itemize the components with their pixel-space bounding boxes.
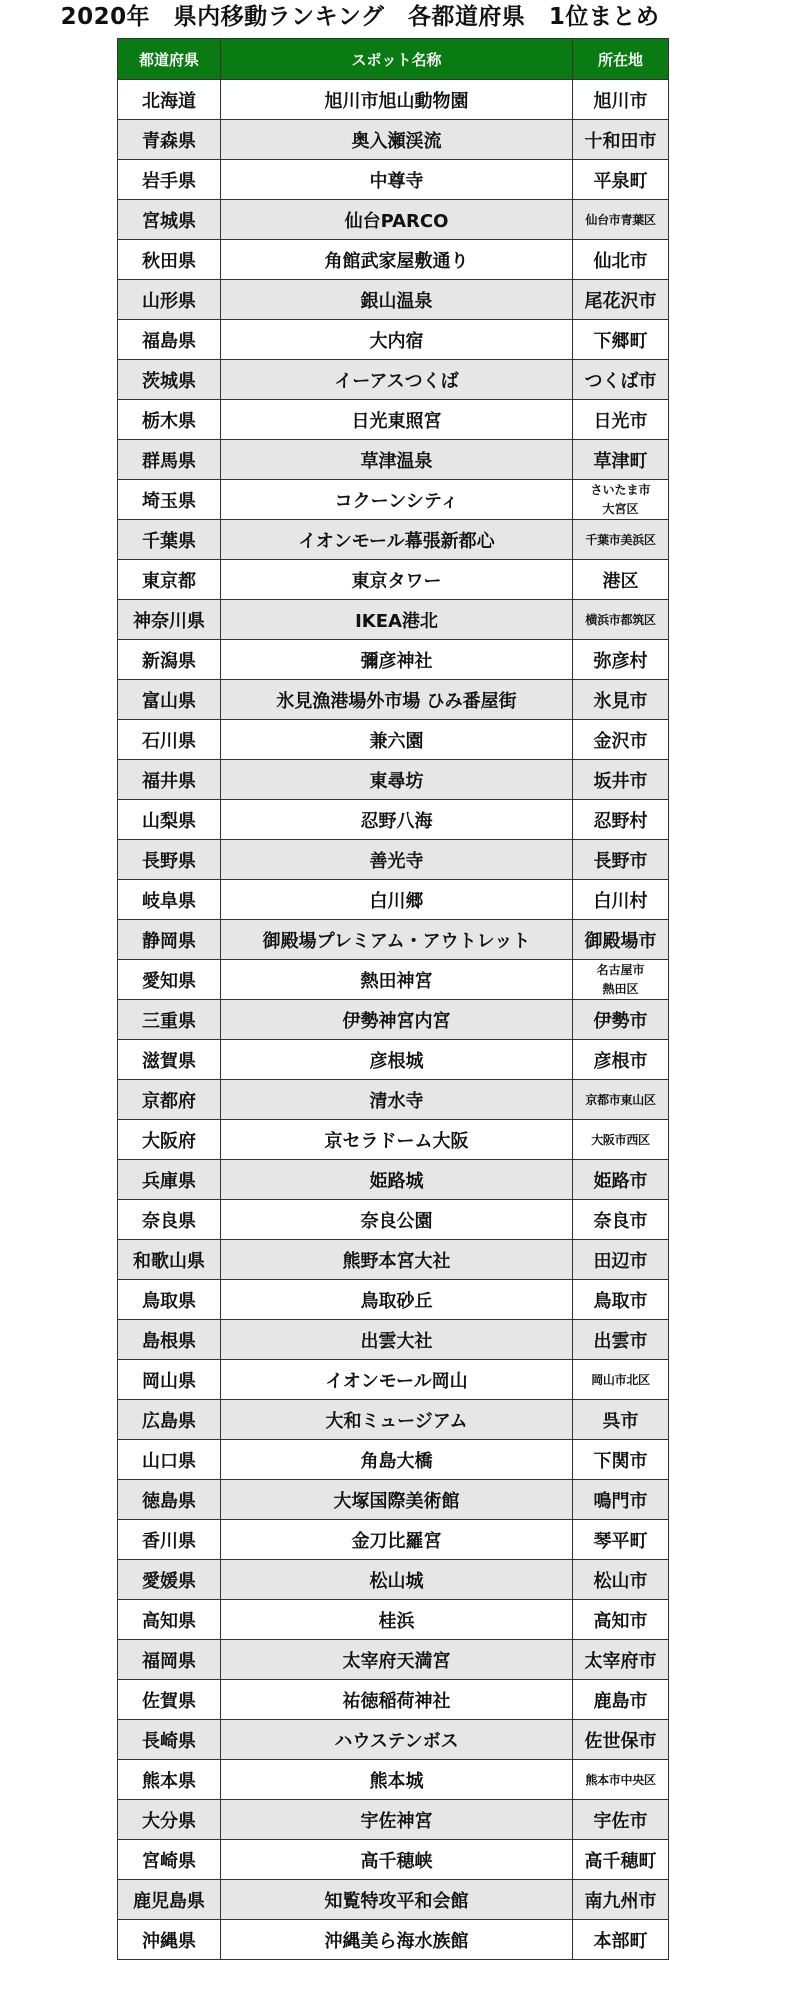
prefecture-cell: 宮崎県 [118, 1840, 221, 1880]
location-cell: 本部町 [573, 1920, 669, 1960]
spot-name-cell: 出雲大社 [221, 1320, 573, 1360]
spot-name-cell: 御殿場プレミアム・アウトレット [221, 920, 573, 960]
table-row [118, 1080, 669, 1120]
table-row [118, 1640, 669, 1680]
location-cell: 白川村 [573, 880, 669, 920]
header-location: 所在地 [573, 39, 669, 80]
table-row [118, 1000, 669, 1040]
prefecture-cell: 滋賀県 [118, 1040, 221, 1080]
table-row [118, 1560, 669, 1600]
table-row [118, 80, 669, 120]
spot-name-cell: ハウステンボス [221, 1720, 573, 1760]
spot-name-cell: 大塚国際美術館 [221, 1480, 573, 1520]
prefecture-cell: 大阪府 [118, 1120, 221, 1160]
table-header-row [118, 39, 669, 80]
prefecture-cell: 岐阜県 [118, 880, 221, 920]
spot-name-cell: 金刀比羅宮 [221, 1520, 573, 1560]
spot-name-cell: 鳥取砂丘 [221, 1280, 573, 1320]
header-spot-name: スポット名称 [221, 39, 573, 80]
spot-name-cell: 大和ミュージアム [221, 1400, 573, 1440]
prefecture-cell: 青森県 [118, 120, 221, 160]
spot-name-cell: 桂浜 [221, 1600, 573, 1640]
prefecture-cell: 広島県 [118, 1400, 221, 1440]
prefecture-cell: 岩手県 [118, 160, 221, 200]
location-cell: 田辺市 [573, 1240, 669, 1280]
prefecture-cell: 鳥取県 [118, 1280, 221, 1320]
spot-name-cell: 祐徳稲荷神社 [221, 1680, 573, 1720]
location-cell: 熊本市中央区 [573, 1760, 669, 1800]
prefecture-cell: 宮城県 [118, 200, 221, 240]
spot-name-cell: 伊勢神宮内宮 [221, 1000, 573, 1040]
table-row [118, 1520, 669, 1560]
table-row [118, 1840, 669, 1880]
page-title: 2020年 県内移動ランキング 各都道府県 1位まとめ [60, 4, 660, 30]
spot-name-cell: 京セラドーム大阪 [221, 1120, 573, 1160]
table-row [118, 680, 669, 720]
location-cell: 旭川市 [573, 80, 669, 120]
spot-name-cell: 知覧特攻平和会館 [221, 1880, 573, 1920]
location-cell: 岡山市北区 [573, 1360, 669, 1400]
table-row [118, 240, 669, 280]
table-row [118, 560, 669, 600]
table-row [118, 520, 669, 560]
table-row [118, 1160, 669, 1200]
location-cell: 出雲市 [573, 1320, 669, 1360]
spot-name-cell: 兼六園 [221, 720, 573, 760]
prefecture-cell: 神奈川県 [118, 600, 221, 640]
location-cell: 氷見市 [573, 680, 669, 720]
prefecture-cell: 山形県 [118, 280, 221, 320]
table-row [118, 1880, 669, 1920]
location-cell: 高千穂町 [573, 1840, 669, 1880]
location-cell: 坂井市 [573, 760, 669, 800]
table-row [118, 120, 669, 160]
table-row [118, 1200, 669, 1240]
table-row [118, 840, 669, 880]
spot-name-cell: 高千穂峡 [221, 1840, 573, 1880]
table-row [118, 1280, 669, 1320]
spot-name-cell: 銀山温泉 [221, 280, 573, 320]
table-row [118, 920, 669, 960]
table-row [118, 280, 669, 320]
table-row [118, 320, 669, 360]
prefecture-cell: 静岡県 [118, 920, 221, 960]
spot-name-cell: 彦根城 [221, 1040, 573, 1080]
spot-name-cell: 忍野八海 [221, 800, 573, 840]
location-cell: 大阪市西区 [573, 1120, 669, 1160]
spot-name-cell: 日光東照宮 [221, 400, 573, 440]
location-cell: 名古屋市 熱田区 [573, 960, 669, 1000]
spot-name-cell: イオンモール幕張新都心 [221, 520, 573, 560]
table-row [118, 1440, 669, 1480]
spot-name-cell: 奥入瀬渓流 [221, 120, 573, 160]
table-row [118, 1920, 669, 1960]
table-row [118, 760, 669, 800]
location-cell: 十和田市 [573, 120, 669, 160]
location-cell: 松山市 [573, 1560, 669, 1600]
prefecture-cell: 岡山県 [118, 1360, 221, 1400]
spot-name-cell: 彌彦神社 [221, 640, 573, 680]
spot-name-cell: イーアスつくば [221, 360, 573, 400]
location-cell: 下郷町 [573, 320, 669, 360]
location-cell: さいたま市 大宮区 [573, 480, 669, 520]
location-cell: 琴平町 [573, 1520, 669, 1560]
location-cell: 彦根市 [573, 1040, 669, 1080]
spot-name-cell: 宇佐神宮 [221, 1800, 573, 1840]
table-row [118, 1320, 669, 1360]
prefecture-cell: 群馬県 [118, 440, 221, 480]
spot-name-cell: IKEA港北 [221, 600, 573, 640]
table-row [118, 360, 669, 400]
prefecture-cell: 和歌山県 [118, 1240, 221, 1280]
spot-name-cell: 熊本城 [221, 1760, 573, 1800]
location-cell: 鳴門市 [573, 1480, 669, 1520]
prefecture-cell: 京都府 [118, 1080, 221, 1120]
location-cell: 御殿場市 [573, 920, 669, 960]
prefecture-cell: 山梨県 [118, 800, 221, 840]
spot-name-cell: 角島大橋 [221, 1440, 573, 1480]
prefecture-cell: 埼玉県 [118, 480, 221, 520]
location-cell: 尾花沢市 [573, 280, 669, 320]
spot-name-cell: 東尋坊 [221, 760, 573, 800]
location-cell: 奈良市 [573, 1200, 669, 1240]
location-cell: 金沢市 [573, 720, 669, 760]
location-cell: 鳥取市 [573, 1280, 669, 1320]
spot-name-cell: 沖縄美ら海水族館 [221, 1920, 573, 1960]
ranking-table [117, 38, 669, 1960]
table-row [118, 1720, 669, 1760]
spot-name-cell: 氷見漁港場外市場 ひみ番屋街 [221, 680, 573, 720]
prefecture-cell: 栃木県 [118, 400, 221, 440]
prefecture-cell: 千葉県 [118, 520, 221, 560]
prefecture-cell: 高知県 [118, 1600, 221, 1640]
table-body [118, 80, 669, 1960]
location-cell: 佐世保市 [573, 1720, 669, 1760]
spot-name-cell: 清水寺 [221, 1080, 573, 1120]
location-cell: 横浜市都筑区 [573, 600, 669, 640]
location-cell: 千葉市美浜区 [573, 520, 669, 560]
table-row [118, 1760, 669, 1800]
location-cell: 仙北市 [573, 240, 669, 280]
spot-name-cell: 角館武家屋敷通り [221, 240, 573, 280]
table-row [118, 1360, 669, 1400]
prefecture-cell: 愛知県 [118, 960, 221, 1000]
table-row [118, 880, 669, 920]
prefecture-cell: 沖縄県 [118, 1920, 221, 1960]
prefecture-cell: 福岡県 [118, 1640, 221, 1680]
location-cell: 京都市東山区 [573, 1080, 669, 1120]
prefecture-cell: 熊本県 [118, 1760, 221, 1800]
table-row [118, 1040, 669, 1080]
table-row [118, 1120, 669, 1160]
location-cell: 弥彦村 [573, 640, 669, 680]
location-cell: 長野市 [573, 840, 669, 880]
table-row [118, 960, 669, 1000]
prefecture-cell: 山口県 [118, 1440, 221, 1480]
prefecture-cell: 福井県 [118, 760, 221, 800]
location-cell: 下関市 [573, 1440, 669, 1480]
spot-name-cell: コクーンシティ [221, 480, 573, 520]
prefecture-cell: 大分県 [118, 1800, 221, 1840]
table-row [118, 720, 669, 760]
spot-name-cell: 善光寺 [221, 840, 573, 880]
table-row [118, 1680, 669, 1720]
table-row [118, 1600, 669, 1640]
prefecture-cell: 長野県 [118, 840, 221, 880]
location-cell: 宇佐市 [573, 1800, 669, 1840]
table-row [118, 1400, 669, 1440]
location-cell: 姫路市 [573, 1160, 669, 1200]
table-row [118, 1240, 669, 1280]
table-row [118, 1800, 669, 1840]
spot-name-cell: 中尊寺 [221, 160, 573, 200]
spot-name-cell: 太宰府天満宮 [221, 1640, 573, 1680]
location-cell: 太宰府市 [573, 1640, 669, 1680]
spot-name-cell: 松山城 [221, 1560, 573, 1600]
spot-name-cell: 熊野本宮大社 [221, 1240, 573, 1280]
prefecture-cell: 茨城県 [118, 360, 221, 400]
prefecture-cell: 兵庫県 [118, 1160, 221, 1200]
prefecture-cell: 新潟県 [118, 640, 221, 680]
table-row [118, 600, 669, 640]
prefecture-cell: 三重県 [118, 1000, 221, 1040]
spot-name-cell: 草津温泉 [221, 440, 573, 480]
prefecture-cell: 福島県 [118, 320, 221, 360]
spot-name-cell: 仙台PARCO [221, 200, 573, 240]
prefecture-cell: 秋田県 [118, 240, 221, 280]
table-row [118, 200, 669, 240]
spot-name-cell: 東京タワー [221, 560, 573, 600]
location-cell: 忍野村 [573, 800, 669, 840]
table-row [118, 440, 669, 480]
spot-name-cell: イオンモール岡山 [221, 1360, 573, 1400]
prefecture-cell: 徳島県 [118, 1480, 221, 1520]
table-row [118, 1480, 669, 1520]
location-cell: 草津町 [573, 440, 669, 480]
spot-name-cell: 姫路城 [221, 1160, 573, 1200]
location-cell: 呉市 [573, 1400, 669, 1440]
prefecture-cell: 島根県 [118, 1320, 221, 1360]
prefecture-cell: 鹿児島県 [118, 1880, 221, 1920]
prefecture-cell: 東京都 [118, 560, 221, 600]
location-cell: 平泉町 [573, 160, 669, 200]
table-row [118, 800, 669, 840]
spot-name-cell: 熱田神宮 [221, 960, 573, 1000]
prefecture-cell: 石川県 [118, 720, 221, 760]
prefecture-cell: 富山県 [118, 680, 221, 720]
location-cell: 鹿島市 [573, 1680, 669, 1720]
prefecture-cell: 奈良県 [118, 1200, 221, 1240]
table-row [118, 160, 669, 200]
location-cell: 日光市 [573, 400, 669, 440]
prefecture-cell: 北海道 [118, 80, 221, 120]
prefecture-cell: 香川県 [118, 1520, 221, 1560]
location-cell: 高知市 [573, 1600, 669, 1640]
prefecture-cell: 佐賀県 [118, 1680, 221, 1720]
header-prefecture: 都道府県 [118, 39, 221, 80]
location-cell: 港区 [573, 560, 669, 600]
spot-name-cell: 白川郷 [221, 880, 573, 920]
location-cell: 仙台市青葉区 [573, 200, 669, 240]
prefecture-cell: 愛媛県 [118, 1560, 221, 1600]
location-cell: 伊勢市 [573, 1000, 669, 1040]
prefecture-cell: 長崎県 [118, 1720, 221, 1760]
table-row [118, 400, 669, 440]
spot-name-cell: 大内宿 [221, 320, 573, 360]
location-cell: つくば市 [573, 360, 669, 400]
table-row [118, 640, 669, 680]
spot-name-cell: 奈良公園 [221, 1200, 573, 1240]
location-cell: 南九州市 [573, 1880, 669, 1920]
spot-name-cell: 旭川市旭山動物園 [221, 80, 573, 120]
table-row [118, 480, 669, 520]
